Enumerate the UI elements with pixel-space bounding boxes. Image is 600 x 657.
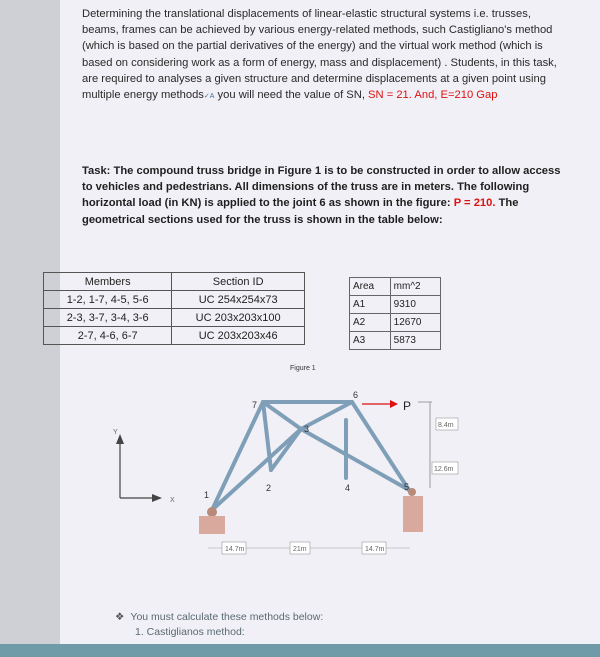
member-1-3 [212, 429, 301, 510]
load-label: P [403, 399, 412, 413]
member-6-5 [352, 402, 409, 490]
node-label-3: 3 [304, 424, 310, 434]
intro-text: Determining the translational displacements of linear-elastic structural systems i.e. trusses, beams, frames can be achieved by various energy-related methods, such Castigliano's method (which is based on the partial derivatives of the energy) and the virtual work method (which is based on considering work as a form of energy, mass and displacement) . Students, in this task, are required to analyses a given structure and determine displacements at a given point using multiple energy methods [82, 8, 557, 102]
taskbar-strip [0, 644, 600, 657]
member-3-5 [301, 429, 409, 490]
dim-height-1: 8.4m [438, 422, 454, 429]
intro-after-text: you will need the value of SN, [217, 89, 365, 102]
node-label-1: 1 [204, 490, 210, 500]
pin-support [207, 507, 217, 517]
col-header-area: Area [350, 278, 391, 296]
roller-support [408, 488, 416, 496]
col-header-members: Members [44, 273, 172, 291]
figure-caption: Figure 1 [290, 365, 316, 372]
members-cell: 2-7, 4-6, 6-7 [44, 327, 172, 345]
section-cell: UC 254x254x73 [172, 291, 305, 309]
members-cell: 2-3, 3-7, 3-4, 3-6 [44, 309, 172, 327]
node-label-2: 2 [266, 483, 272, 493]
task-text: Task: The compound truss bridge in Figure 1 is to be constructed in order to allow access to vehicles and pedestrians. All dimensions of the truss are in meters. The following horizontal load (in KN) is applied to the joint 6 as shown in the figure: [82, 165, 561, 210]
col-header-unit: mm^2 [390, 278, 440, 296]
member-7-3 [263, 402, 301, 429]
sn-value: SN = 21. And, [368, 89, 438, 102]
member-2-3 [271, 429, 301, 470]
node-label-6: 6 [353, 390, 359, 400]
dim-span-3: 14.7m [365, 546, 385, 553]
area-label-cell: A1 [350, 296, 391, 314]
node-label-7: 7 [252, 400, 258, 410]
diamond-bullet-icon: ❖ [115, 611, 125, 623]
method-item: 1. Castiglianos method: [135, 626, 245, 638]
load-arrow-head [390, 400, 398, 408]
section-cell: UC 203x203x100 [172, 309, 305, 327]
members-cell: 1-2, 1-7, 4-5, 5-6 [44, 291, 172, 309]
col-header-section: Section ID [172, 273, 305, 291]
dim-span-2: 21m [293, 546, 307, 553]
area-value-cell: 9310 [390, 296, 440, 314]
section-cell: UC 203x203x46 [172, 327, 305, 345]
y-axis-label: Y [113, 429, 118, 436]
requirement-bullet [115, 611, 323, 623]
area-value-cell: 12670 [390, 314, 440, 332]
dim-span-1: 14.7m [225, 546, 245, 553]
support-block-left [199, 516, 225, 534]
dim-height-2: 12.6m [434, 466, 454, 473]
member-1-7 [212, 402, 263, 510]
task-rest-text: The geometrical sections used for the truss is shown in the table below: [82, 197, 519, 226]
load-value: P = 210. [453, 197, 496, 210]
area-value-cell: 5873 [390, 332, 440, 350]
node-label-4: 4 [345, 483, 351, 493]
support-block-right [403, 496, 423, 532]
comment-marker: ✓A [203, 93, 215, 101]
document-page [60, 0, 600, 657]
x-axis-label: X [170, 497, 175, 504]
area-label-cell: A3 [350, 332, 391, 350]
truss-members [212, 402, 409, 510]
bullet-text: You must calculate these methods below: [130, 611, 324, 623]
node-label-5: 5 [404, 482, 410, 492]
e-value: E=210 Gap [440, 89, 498, 102]
x-axis-arrowhead [152, 494, 162, 502]
area-label-cell: A2 [350, 314, 391, 332]
truss-figure [60, 0, 600, 620]
